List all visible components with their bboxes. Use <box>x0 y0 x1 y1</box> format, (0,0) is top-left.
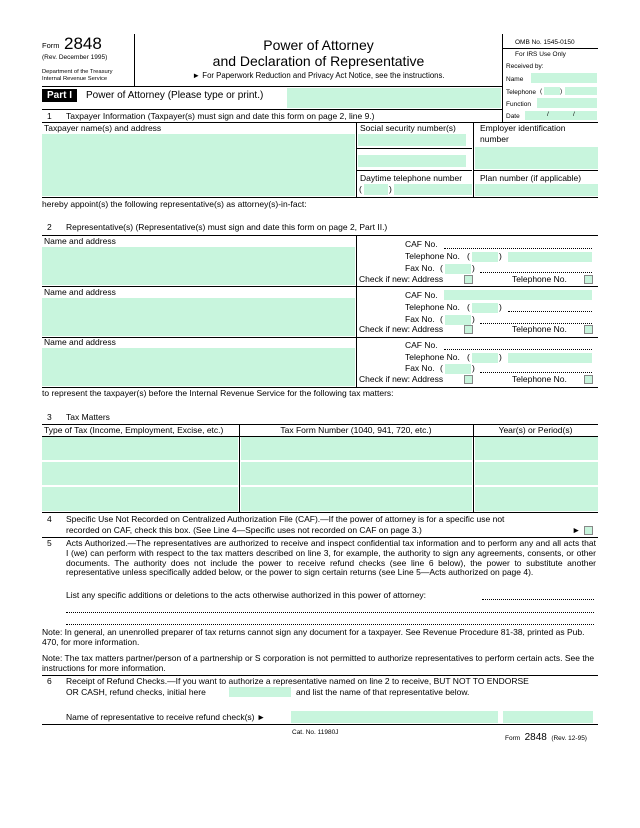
rep3-name-label: Name and address <box>44 337 116 347</box>
appoint-text: hereby appoint(s) the following representative(s) as attorney(s)-in-fact: <box>42 199 307 209</box>
rep1-check-tel-label: Telephone No. <box>512 274 567 284</box>
line5-list-text: List any specific additions or deletions to the acts otherwise authorized in this power of attorney: <box>66 590 427 600</box>
rep3-new-telephone-checkbox[interactable] <box>584 375 593 384</box>
part1-tag: Part I <box>42 89 77 102</box>
title-line1: Power of Attorney <box>263 37 374 53</box>
rep1-caf-label: CAF No. <box>405 239 438 249</box>
line5-list-field-2[interactable] <box>66 612 594 613</box>
ssn-label: Social security number(s) <box>360 123 456 133</box>
line6-initial-field[interactable] <box>229 687 291 697</box>
rep1-fax-area-field[interactable] <box>445 264 471 274</box>
part1-extra-field[interactable] <box>287 88 501 108</box>
taxpayer-name-label: Taxpayer name(s) and address <box>44 123 162 133</box>
ssn-field-1[interactable] <box>358 134 466 146</box>
omb-number: OMB No. 1545-0150 <box>515 39 575 46</box>
form-word: Form <box>42 41 60 50</box>
plan-number-field[interactable] <box>475 184 598 196</box>
line4-number: 4 <box>47 514 52 524</box>
irs-telephone-field[interactable] <box>565 87 597 95</box>
tax-form-row-2[interactable] <box>241 462 472 485</box>
rep3-name-address-field[interactable] <box>42 348 355 386</box>
footer-form-word: Form <box>505 735 521 742</box>
irs-function-label: Function <box>506 101 531 108</box>
rep1-name-label: Name and address <box>44 236 116 246</box>
irs-name-field[interactable] <box>531 73 597 83</box>
rep3-fax-label: Fax No. <box>405 363 435 373</box>
rep2-check-new-label: Check if new: Address <box>359 324 444 334</box>
part1-title: Power of Attorney (Please type or print.) <box>86 90 264 101</box>
tax-form-row-3[interactable] <box>241 487 472 511</box>
daytime-area-code-field[interactable] <box>364 184 388 195</box>
line1-text: Taxpayer Information (Taxpayer(s) must sign and date this form on page 2, line 9.) <box>66 111 375 121</box>
line2-number: 2 <box>47 222 52 232</box>
rep3-check-new-label: Check if new: Address <box>359 374 444 384</box>
represent-text: to represent the taxpayer(s) before the Internal Revenue Service for the following tax matters: <box>42 388 394 398</box>
tax-form-row-1[interactable] <box>241 437 472 460</box>
note-2: Note: The tax matters partner/person of a partnership or S corporation is not permitted to authorize representatives to perform certain acts. See the instructions for more information. <box>42 653 595 673</box>
line6-text-2a: OR CASH, refund checks, initial here <box>66 687 206 697</box>
irs-area-code-field[interactable] <box>544 87 560 95</box>
rep2-caf-field[interactable] <box>444 290 592 300</box>
rep1-fax-label: Fax No. <box>405 263 435 273</box>
rep3-tel-area-field[interactable] <box>472 353 498 363</box>
footer-rev: (Rev. 12-95) <box>551 735 587 742</box>
ssn-field-2[interactable] <box>358 155 466 167</box>
taxpayer-name-address-field[interactable] <box>42 134 355 196</box>
irs-name-label: Name <box>506 76 524 83</box>
line5-number: 5 <box>47 538 52 548</box>
rep3-tel-label: Telephone No. <box>405 352 460 362</box>
irs-use: For IRS Use Only <box>515 51 566 58</box>
irs: Internal Revenue Service <box>42 76 108 82</box>
line2-text: Representative(s) (Representative(s) must sign and date this form on page 2, Part II.) <box>66 222 388 232</box>
rep2-caf-label: CAF No. <box>405 290 438 300</box>
line6-rep-name-field[interactable] <box>291 711 498 723</box>
irs-telephone-label: Telephone <box>506 89 536 96</box>
rep3-check-tel-label: Telephone No. <box>512 374 567 384</box>
rep2-fax-area-field[interactable] <box>445 315 471 325</box>
rep3-caf-field[interactable] <box>444 349 592 350</box>
rep1-check-new-label: Check if new: Address <box>359 274 444 284</box>
daytime-phone-field[interactable] <box>394 184 472 195</box>
tax-type-row-3[interactable] <box>42 487 238 511</box>
rep2-name-address-field[interactable] <box>42 298 355 336</box>
revision: (Rev. December 1995) <box>42 54 108 61</box>
irs-function-field[interactable] <box>537 98 597 108</box>
ein-label-1: Employer identification <box>480 123 566 133</box>
rep1-tel-label: Telephone No. <box>405 251 460 261</box>
line1-number: 1 <box>47 111 52 121</box>
form-number: 2848 <box>64 34 102 53</box>
rep1-caf-field[interactable] <box>444 248 592 249</box>
title-line2: and Declaration of Representative <box>212 53 425 69</box>
irs-date-label: Date <box>506 113 520 120</box>
tax-form-header: Tax Form Number (1040, 941, 720, etc.) <box>280 425 432 435</box>
tax-period-header: Year(s) or Period(s) <box>498 425 573 435</box>
rep1-new-address-checkbox[interactable] <box>464 275 473 284</box>
irs-use-box: OMB No. 1545-0150 For IRS Use Only Received by: Name Telephone ( ) Function Date / / <box>503 34 598 122</box>
line4-text-2: recorded on CAF, check this box. (See Line 4—Specific uses not recorded on CAF on page 3.) <box>66 525 422 535</box>
form-title <box>135 37 502 81</box>
rep2-tel-field[interactable] <box>508 311 592 312</box>
paperwork-notice: ► For Paperwork Reduction and Privacy Act Notice, see the instructions. <box>192 71 445 80</box>
plan-number-label: Plan number (if applicable) <box>480 173 582 183</box>
line6-text-1: Receipt of Refund Checks.—If you want to authorize a representative named on line 2 to receive, BUT NOT TO ENDORSE <box>66 676 529 686</box>
rep3-fax-field[interactable] <box>480 372 592 373</box>
tax-period-row-3[interactable] <box>475 487 598 511</box>
line4-arrow: ► <box>572 525 581 535</box>
rep2-fax-label: Fax No. <box>405 314 435 324</box>
note-1: Note: In general, an unenrolled preparer of tax returns cannot sign any document for a taxpayer. See Revenue Procedure 81-38, printed as Pub. 470, for more information. <box>42 627 585 647</box>
rep1-tel-area-field[interactable] <box>472 252 498 262</box>
rep3-new-address-checkbox[interactable] <box>464 375 473 384</box>
rep1-name-address-field[interactable] <box>42 247 355 285</box>
daytime-phone-label: Daytime telephone number <box>360 173 463 183</box>
tax-period-row-2[interactable] <box>475 462 598 485</box>
rep1-tel-field[interactable] <box>508 252 592 262</box>
line4-checkbox[interactable] <box>584 526 593 535</box>
irs-date-field[interactable] <box>525 111 597 120</box>
ein-label-2: number <box>480 134 509 144</box>
line5-text: Acts Authorized.—The representatives are authorized to receive and inspect confidential tax information and to perform any and all acts that I (we) can perform with respect to the tax matters described on line 3, for example, the authority to sign any agreements, consents, or other documents. The authority does not include the power to receive refund checks (see line 6 below), the power to substitute another representative unless specifically added below, or the power to sign certain returns (see Line 5—Acts authorized on page 4). <box>66 538 596 578</box>
rep2-new-address-checkbox[interactable] <box>464 325 473 334</box>
line3-title: Tax Matters <box>66 412 110 422</box>
rep2-new-telephone-checkbox[interactable] <box>584 325 593 334</box>
cat-number: Cat. No. 11980J <box>292 729 339 736</box>
line6-rep-extra-field[interactable] <box>503 711 593 723</box>
line4-text-1: Specific Use Not Recorded on Centralized Authorization File (CAF).—If the power of attorney is for a specific use not <box>66 514 505 524</box>
line6-number: 6 <box>47 676 52 686</box>
line3-number: 3 <box>47 412 52 422</box>
tax-type-row-2[interactable] <box>42 462 238 485</box>
line6-rep-label: Name of representative to receive refund check(s) ► <box>66 712 266 722</box>
rep2-tel-label: Telephone No. <box>405 302 460 312</box>
tax-type-row-1[interactable] <box>42 437 238 460</box>
rep3-caf-label: CAF No. <box>405 340 438 350</box>
footer-form-id <box>505 727 587 745</box>
rep2-check-tel-label: Telephone No. <box>512 324 567 334</box>
rep1-new-telephone-checkbox[interactable] <box>584 275 593 284</box>
line5-list-field-1[interactable] <box>482 599 594 600</box>
received-by: Received by: <box>506 63 544 70</box>
rep3-fax-area-field[interactable] <box>445 364 471 374</box>
department: Department of the Treasury <box>42 69 113 75</box>
rep1-fax-field[interactable] <box>480 272 592 273</box>
line6-text-2b: and list the name of that representative below. <box>296 687 470 697</box>
tax-period-row-1[interactable] <box>475 437 598 460</box>
line5-list-field-3[interactable] <box>66 624 594 625</box>
rep2-name-label: Name and address <box>44 287 116 297</box>
ein-field[interactable] <box>475 147 598 169</box>
tax-type-header: Type of Tax (Income, Employment, Excise, etc.) <box>44 425 224 435</box>
rep3-tel-field[interactable] <box>508 353 592 363</box>
rep2-tel-area-field[interactable] <box>472 303 498 313</box>
footer-form-number: 2848 <box>524 732 547 743</box>
